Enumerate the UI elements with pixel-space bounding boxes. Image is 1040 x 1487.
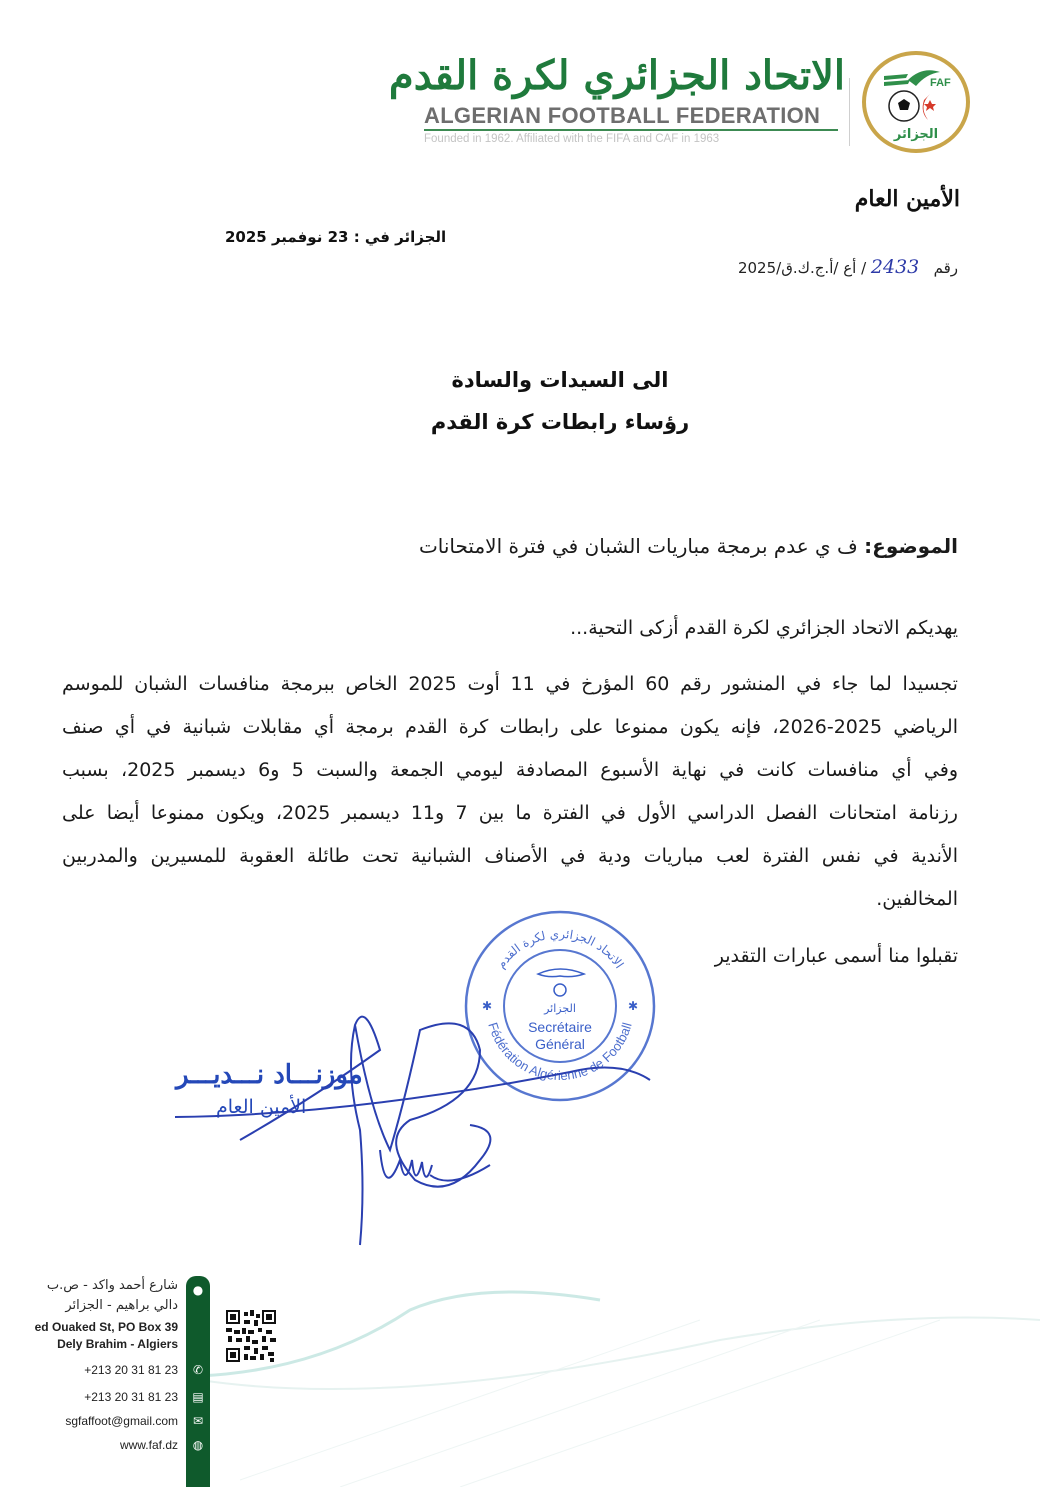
logo-caption: الجزائر <box>893 127 939 142</box>
body-line: وفي أي منافسات كانت في نهاية الأسبوع المصادفة ليومي الجمعة والسبت 5 و6 ديسمبر 2025، بسبب <box>62 759 959 781</box>
subject-text: ف ي عدم برمجة مباريات الشبان في فترة الامتحانات <box>418 534 858 558</box>
recipient-line-1: الى السيدات والسادة <box>451 368 669 392</box>
mail-icon: ✉ <box>192 1414 204 1428</box>
svg-text:✱: ✱ <box>628 999 639 1013</box>
body-paragraph <box>62 663 958 921</box>
footer-address-ar-1: شارع أحمد واكد - ص.ب <box>46 1278 178 1293</box>
ref-label: رقم <box>933 259 958 277</box>
stamp-outer-arabic: الاتحاد الجزائري لكرة القدم <box>493 926 627 972</box>
date-line <box>225 228 446 246</box>
date-value: 23 نوفمبر 2025 <box>225 228 349 246</box>
stamp-outer-french: Fédération Algérienne de Football <box>485 1020 635 1084</box>
footer-address-ar-2: دالي براهيم - الجزائر <box>65 1298 178 1313</box>
footer-wave-decoration <box>200 1280 1040 1487</box>
ref-suffix: / أع /أ.ج.ك.ق/2025 <box>737 259 867 277</box>
handwritten-signature-icon <box>150 990 670 1250</box>
sender-title: الأمين العام <box>854 186 960 212</box>
stamp-center-arabic: الجزائر <box>544 1002 576 1015</box>
footer-address-en-2: Dely Brahim - Algiers <box>57 1337 178 1351</box>
logo-mark: FAF <box>930 77 951 89</box>
footer-website[interactable]: www.faf.dz <box>119 1438 178 1452</box>
faf-logo-icon <box>860 50 972 154</box>
ref-number: 2433 <box>870 256 920 278</box>
svg-text:✱: ✱ <box>482 999 493 1013</box>
stamp-center-line2: Général <box>535 1036 585 1052</box>
body-line: الأندية في نفس الفترة لعب مباريات ودية في الأصناف الشبانية تحت طائلة العقوبة للمسيرين والمدربين <box>62 845 958 867</box>
header-rule <box>424 129 838 131</box>
founded-line: Founded in 1962. Affiliated with the FIFA and CAF in 1963 <box>424 133 720 145</box>
org-name-arabic: الاتحاد الجزائري لكرة القدم <box>388 52 845 99</box>
date-label: الجزائر في : <box>353 228 447 246</box>
reference-line <box>738 256 958 278</box>
qr-code-icon[interactable] <box>226 1310 276 1362</box>
signatory-title: الأمين العام <box>216 1096 307 1118</box>
footer-fax: +213 20 31 81 23 <box>84 1390 178 1404</box>
phone-icon: ✆ <box>192 1363 204 1377</box>
greeting: يهديكم الاتحاد الجزائري لكرة القدم أزكى التحية... <box>570 617 958 639</box>
location-pin-icon: ● <box>192 1283 204 1297</box>
recipient-line-2: رؤساء رابطات كرة القدم <box>430 410 690 434</box>
stamp-center-line1: Secrétaire <box>528 1019 592 1035</box>
body-line: المخالفين. <box>876 888 958 910</box>
body-line: الرياضي 2025-2026، فإنه يكون ممنوعا على رابطات كرة القدم برمجة أي مقابلات شبانية في أي صنف <box>62 716 958 738</box>
org-name-english: ALGERIAN FOOTBALL FEDERATION <box>424 103 821 128</box>
subject-line <box>419 534 958 558</box>
closing-line: تقبلوا منا أسمى عبارات التقدير <box>714 945 958 967</box>
footer-email[interactable]: sgfaffoot@gmail.com <box>65 1414 178 1428</box>
footer-address-en-1: ed Ouaked St, PO Box 39 <box>34 1320 178 1334</box>
signatory-name: موزنـــاد نـــديـــر <box>176 1060 363 1090</box>
footer-phone: +213 20 31 81 23 <box>84 1363 178 1377</box>
subject-label: الموضوع: <box>864 534 958 558</box>
globe-icon: ◍ <box>192 1438 204 1452</box>
footer-contact-bar <box>186 1276 210 1487</box>
fax-icon: ▤ <box>192 1390 204 1404</box>
body-line: رزنامة امتحانات الفصل الدراسي الأول في الفترة ما بين 7 و11 ديسمبر 2025، ويكون ممنوعا أيضا على <box>62 802 958 824</box>
header-divider <box>849 78 850 146</box>
body-line: تجسيدا لما جاء في المنشور رقم 60 المؤرخ في 11 أوت 2025 الخاص ببرمجة منافسات الشبان للموسم <box>62 673 958 695</box>
